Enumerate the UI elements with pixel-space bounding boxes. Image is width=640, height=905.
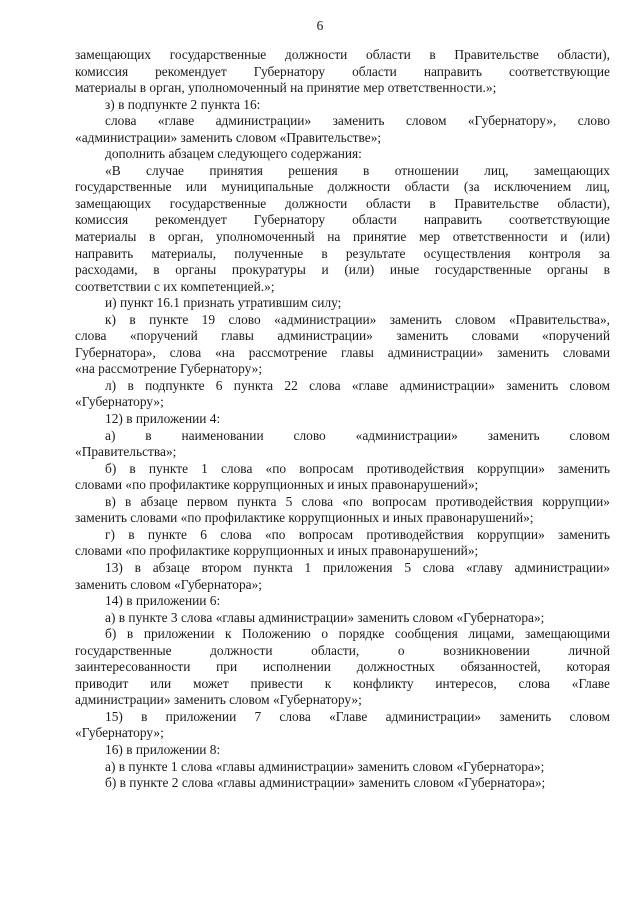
text-line: б) в пункте 2 слова «главы администрации» заменить словом «Губернатора»;: [105, 775, 546, 791]
text-line: в) в абзаце первом пункта 5 слова «по вопросам противодействия коррупции»: [105, 493, 610, 509]
text-line: замещающих государственные должности области в Правительстве области),: [75, 47, 610, 62]
text-line: комиссия рекомендует Губернатору области направить соответствующие: [75, 63, 610, 79]
text-line: комиссия рекомендует Губернатору области направить соответствующие: [75, 212, 610, 228]
text-line: и) пункт 16.1 признать утратившим силу;: [105, 295, 342, 311]
text-line: приводит или может привести к конфликту интересов, слова «Главе: [75, 675, 610, 691]
text-line: заменить словом «Губернатора»;: [75, 576, 263, 592]
text-line: Губернатора», слова «на рассмотрение главы администрации» заменить словами: [75, 344, 610, 360]
text-line: «Губернатору»;: [75, 394, 164, 410]
text-line: материалы в орган, уполномоченный на принятие мер ответственности и (или): [75, 229, 610, 245]
text-line: «В случае принятия решения в отношении лиц, замещающих: [105, 162, 610, 178]
text-line: заинтересованности при исполнении должностных обязанностей, которая: [75, 659, 610, 675]
text-line: государственные или муниципальные должности области (за исключением лиц,: [75, 179, 610, 195]
text-line: администрации» заменить словом «Губернатору»;: [75, 692, 362, 708]
text-line: 16) в приложении 8:: [105, 741, 221, 757]
text-line: «на рассмотрение Губернатору»;: [75, 361, 263, 377]
text-line: 14) в приложении 6:: [105, 593, 221, 609]
text-line: «Правительства»;: [75, 444, 177, 460]
text-line: б) в пункте 1 слова «по вопросам противодействия коррупции» заменить: [105, 460, 610, 476]
text-line: 13) в абзаце втором пункта 1 приложения 5 слова «главу администрации»: [105, 559, 610, 575]
text-line: направить материалы, полученные в результате осуществления контроля за: [75, 245, 610, 261]
document-body: [75, 47, 610, 792]
page-number: 6: [316, 18, 324, 33]
text-line: 12) в приложении 4:: [105, 411, 221, 427]
text-line: л) в подпункте 6 пункта 22 слова «главе администрации» заменить словом: [105, 377, 610, 393]
text-line: б) в приложении к Положению о порядке сообщения лицами, замещающими: [105, 626, 610, 642]
text-line: словами «по профилактике коррупционных и иных правонарушений»;: [75, 477, 479, 493]
text-line: к) в пункте 19 слово «администрации» заменить словом «Правительства»,: [105, 311, 610, 327]
text-line: з) в подпункте 2 пункта 16:: [105, 96, 261, 112]
text-line: слова «главе администрации» заменить словом «Губернатору», слово: [105, 113, 610, 129]
text-line: заменить словами «по профилактике коррупционных и иных правонарушений»;: [75, 510, 534, 526]
text-line: а) в наименовании слово «администрации» заменить словом: [105, 427, 610, 443]
text-line: «администрации» заменить словом «Правительстве»;: [75, 129, 382, 145]
text-line: слова «поручений главы администрации» заменить словами «поручений: [75, 328, 610, 344]
text-line: соответствии с их компетенцией.»;: [75, 278, 275, 294]
text-line: расходами, в органы прокуратуры и (или) иные государственные органы в: [75, 262, 610, 278]
text-line: словами «по профилактике коррупционных и иных правонарушений»;: [75, 543, 479, 559]
text-line: замещающих государственные должности области в Правительстве области),: [75, 195, 610, 211]
text-line: материалы в орган, уполномоченный на принятие мер ответственности.»;: [75, 80, 497, 96]
text-line: государственные должности области, о возникновении личной: [75, 642, 610, 658]
text-line: дополнить абзацем следующего содержания:: [105, 146, 362, 162]
text-line: а) в пункте 3 слова «главы администрации» заменить словом «Губернатора»;: [105, 609, 545, 625]
text-line: «Губернатору»;: [75, 725, 164, 741]
text-line: а) в пункте 1 слова «главы администрации» заменить словом «Губернатора»;: [105, 758, 545, 774]
text-line: г) в пункте 6 слова «по вопросам противодействия коррупции» заменить: [105, 526, 610, 542]
text-line: 15) в приложении 7 слова «Главе администрации» заменить словом: [105, 708, 610, 724]
